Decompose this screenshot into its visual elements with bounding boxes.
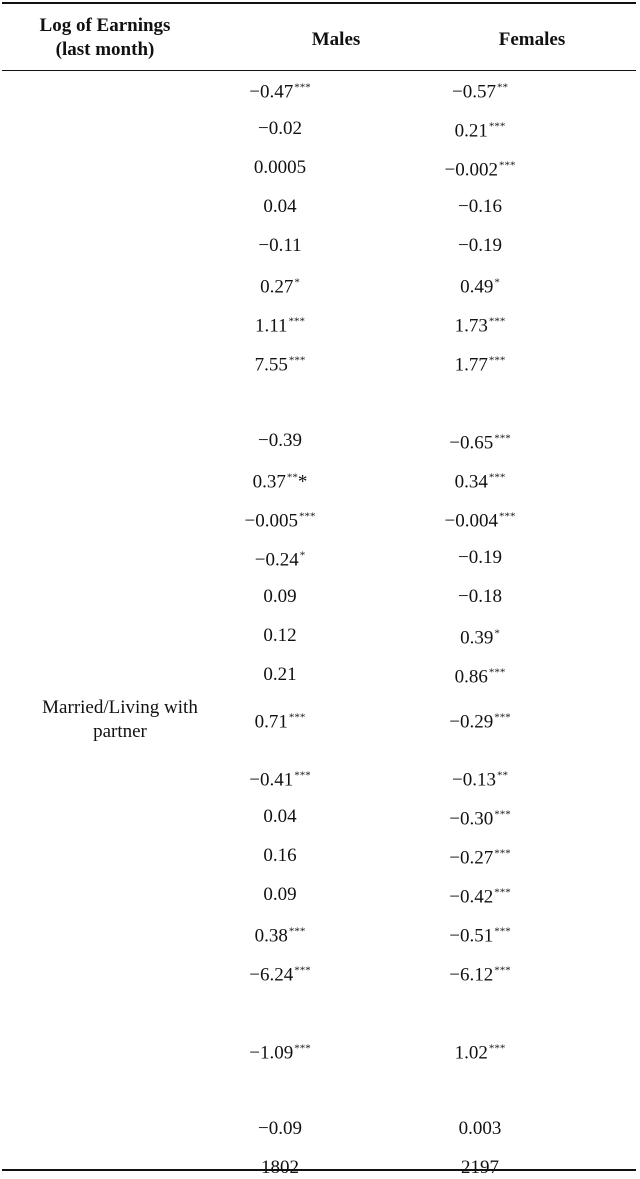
males-coef-value: 1802 <box>261 1157 299 1178</box>
significance-stars: *** <box>294 964 311 977</box>
males-coef <box>258 430 302 452</box>
females-coef <box>458 547 502 569</box>
males-coef-value: −6.24 <box>249 964 294 986</box>
males-coef-value: 0.16 <box>263 845 297 866</box>
females-coef <box>455 116 506 143</box>
table-header-rule <box>2 70 636 71</box>
females-coef <box>449 960 510 987</box>
header-females: Females <box>498 29 566 50</box>
header-title-line1: Log of Earnings <box>39 15 171 36</box>
females-coef-value: −0.16 <box>458 196 502 217</box>
females-coef-value: −0.002 <box>444 159 498 181</box>
significance-stars: *** <box>494 886 511 899</box>
females-coef-value: −0.57 <box>452 81 496 103</box>
females-coef-value: −0.13 <box>452 769 496 791</box>
females-coef-value: −0.19 <box>458 235 502 256</box>
males-coef <box>258 235 301 257</box>
males-coef-value: −0.09 <box>258 1118 302 1139</box>
females-coef <box>460 623 500 650</box>
males-coef-value: 0.04 <box>263 196 297 217</box>
significance-stars: * <box>494 276 500 289</box>
males-coef <box>263 806 296 828</box>
significance-stars: *** <box>498 510 516 523</box>
significance-stars: *** <box>488 1042 506 1055</box>
females-coef-value: −0.29 <box>449 711 494 733</box>
row-label-line1: Married/Living with <box>42 697 198 718</box>
females-coef-value: −0.30 <box>449 808 494 830</box>
females-coef-value: 0.21 <box>454 120 488 142</box>
females-coef <box>455 662 506 689</box>
significance-stars: ** <box>286 471 298 484</box>
males-coef-value: 0.09 <box>263 586 297 607</box>
females-coef <box>449 843 510 870</box>
males-coef-value: 0.12 <box>263 625 297 646</box>
females-coef-value: −0.65 <box>449 432 494 454</box>
males-coef-value: −0.47 <box>249 81 294 103</box>
males-coef <box>255 921 306 948</box>
females-coef <box>461 1157 499 1179</box>
row-label <box>42 696 198 744</box>
significance-stars: * <box>494 627 500 640</box>
females-coef-value: 0.49 <box>460 276 494 298</box>
females-coef <box>455 311 506 338</box>
males-coef <box>255 350 306 377</box>
females-coef <box>449 921 510 948</box>
significance-star-extra: * <box>297 471 308 493</box>
males-coef <box>258 118 302 140</box>
females-coef-value: 2197 <box>461 1157 499 1178</box>
significance-stars: *** <box>294 769 311 782</box>
males-coef-value: 0.04 <box>263 806 297 827</box>
males-coef-value: −0.24 <box>254 549 299 571</box>
significance-stars: * <box>294 276 300 289</box>
females-coef-value: 0.39 <box>460 627 494 649</box>
males-coef <box>261 1157 299 1179</box>
significance-stars: *** <box>494 711 511 724</box>
males-coef <box>255 311 305 338</box>
males-coef-value: 0.09 <box>263 884 297 905</box>
females-coef-value: −0.18 <box>458 586 502 607</box>
females-coef <box>449 804 510 831</box>
males-coef <box>263 625 296 647</box>
females-coef-value: 0.34 <box>454 471 488 493</box>
females-coef <box>459 1118 502 1140</box>
males-coef <box>249 1038 310 1065</box>
significance-stars: ** <box>496 769 508 782</box>
females-coef-value: −0.19 <box>458 547 502 568</box>
males-coef <box>254 157 306 179</box>
females-coef <box>449 707 510 734</box>
females-coef-value: 1.02 <box>454 1042 488 1064</box>
males-coef <box>263 586 296 608</box>
females-coef <box>458 235 502 257</box>
header-males: Males <box>311 29 361 50</box>
males-coef-value: −0.41 <box>249 769 294 791</box>
females-coef <box>452 77 508 104</box>
significance-stars: *** <box>494 432 511 445</box>
males-coef-value: 0.0005 <box>253 157 307 178</box>
females-coef <box>455 467 506 494</box>
females-coef <box>460 272 500 299</box>
males-coef <box>249 765 310 792</box>
males-coef <box>263 664 296 686</box>
males-coef-value: 0.27 <box>260 276 294 298</box>
females-coef-value: −0.004 <box>444 510 498 532</box>
males-coef-value: −0.02 <box>258 118 302 139</box>
significance-stars: *** <box>488 666 506 679</box>
males-coef <box>258 1118 302 1140</box>
table-bottom-rule <box>2 1169 636 1171</box>
significance-stars: *** <box>488 120 506 133</box>
significance-stars: *** <box>494 847 511 860</box>
females-coef <box>449 882 510 909</box>
significance-stars: *** <box>288 711 306 724</box>
significance-stars: * <box>299 549 306 562</box>
males-coef <box>249 960 310 987</box>
females-coef <box>445 155 516 182</box>
significance-stars: *** <box>488 354 506 367</box>
females-coef-value: −0.27 <box>449 847 494 869</box>
males-coef <box>263 884 296 906</box>
females-coef-value: −6.12 <box>449 964 494 986</box>
row-label-line2: partner <box>93 721 147 742</box>
significance-stars: *** <box>288 354 306 367</box>
females-coef <box>452 765 508 792</box>
significance-stars: *** <box>498 159 516 172</box>
males-coef-value: 0.71 <box>254 711 288 733</box>
males-coef-value: 0.37 <box>252 471 286 493</box>
significance-stars: *** <box>488 471 506 484</box>
males-coef <box>260 272 300 299</box>
significance-stars: *** <box>494 925 511 938</box>
significance-stars: *** <box>488 315 506 328</box>
significance-stars: ** <box>496 81 508 94</box>
table-top-rule <box>2 2 636 4</box>
males-coef-value: 7.55 <box>254 354 288 376</box>
females-coef-value: 0.86 <box>454 666 488 688</box>
significance-stars: *** <box>288 925 306 938</box>
header-title-line2: (last month) <box>55 39 155 60</box>
females-coef-value: −0.42 <box>449 886 494 908</box>
males-coef-value: 1.11 <box>254 315 288 337</box>
females-coef <box>458 586 502 608</box>
significance-stars: *** <box>494 964 511 977</box>
females-coef-value: 0.003 <box>458 1118 502 1139</box>
females-coef <box>449 428 510 455</box>
significance-stars: *** <box>294 1042 311 1055</box>
males-coef <box>263 845 296 867</box>
males-coef <box>255 707 306 734</box>
females-coef <box>445 506 516 533</box>
males-coef-value: −0.11 <box>258 235 302 256</box>
males-coef-value: 0.21 <box>263 664 297 685</box>
females-coef-value: 1.77 <box>454 354 488 376</box>
significance-stars: *** <box>494 808 511 821</box>
significance-stars: *** <box>288 315 306 328</box>
males-coef-value: 0.38 <box>254 925 288 947</box>
females-coef-value: 1.73 <box>454 315 488 337</box>
females-coef <box>455 1038 506 1065</box>
significance-stars: *** <box>294 81 311 94</box>
females-coef <box>458 196 502 218</box>
males-coef <box>255 545 305 572</box>
males-coef-value: −1.09 <box>249 1042 294 1064</box>
males-coef <box>253 467 308 494</box>
females-coef-value: −0.51 <box>449 925 494 947</box>
significance-stars: *** <box>298 510 316 523</box>
females-coef <box>455 350 506 377</box>
males-coef <box>249 77 310 104</box>
males-coef-value: −0.005 <box>244 510 298 532</box>
males-coef-value: −0.39 <box>258 430 302 451</box>
males-coef <box>263 196 296 218</box>
males-coef <box>245 506 316 533</box>
